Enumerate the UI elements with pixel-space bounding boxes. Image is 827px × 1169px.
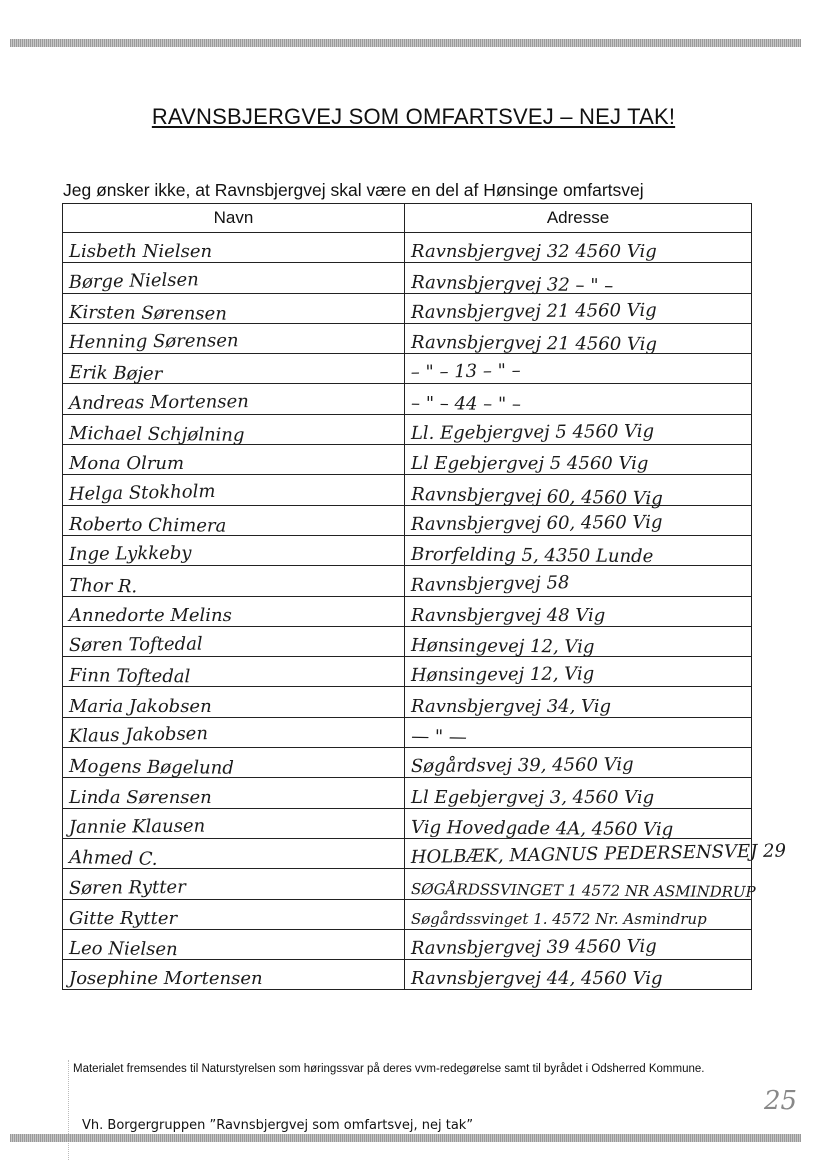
signature-name-text: Gitte Rytter <box>69 907 178 929</box>
signature-address-text: Søgårdsvej 39, 4560 Vig <box>410 754 634 778</box>
signature-name <box>63 323 405 353</box>
signature-address-text: Vig Hovedgade 4A, 4560 Vig <box>411 816 674 841</box>
signature-name <box>63 778 405 808</box>
signature-name-text: Erik Bøjer <box>69 362 163 386</box>
header-navn: Navn <box>63 204 405 233</box>
signature-name <box>63 354 405 384</box>
signature-name-text: Lisbeth Nielsen <box>69 241 213 263</box>
signature-name-text: Søren Toftedal <box>68 633 203 657</box>
table-row <box>63 233 752 263</box>
signature-name-text: Klaus Jakobsen <box>68 723 209 748</box>
signature-name <box>63 657 405 687</box>
table-row <box>63 263 752 293</box>
signature-name-text: Finn Toftedal <box>69 665 191 688</box>
table-row <box>63 505 752 535</box>
signature-address-text: Ravnsbjergvej 32 4560 Vig <box>411 241 657 263</box>
table-row <box>63 687 752 717</box>
signature-address <box>405 505 752 535</box>
signature-name <box>63 808 405 838</box>
table-row <box>63 717 752 747</box>
signature-address <box>405 869 756 901</box>
signature-name-text: Annedorte Melins <box>69 604 232 626</box>
signature-address <box>405 899 752 929</box>
signature-address-text: Ll Egebjergvej 3, 4560 Vig <box>411 786 655 808</box>
signature-address-text: Ravnsbjergvej 44, 4560 Vig <box>411 968 663 990</box>
signature-name-text: Børge Nielsen <box>68 268 199 293</box>
signature-address-text: Ll. Egebjergvej 5 4560 Vig <box>410 420 655 445</box>
signature-name-text: Mona Olrum <box>69 453 185 475</box>
signature-name <box>63 384 405 414</box>
signature-address <box>405 293 752 323</box>
table-row <box>63 293 752 323</box>
signature-name-text: Maria Jakobsen <box>69 695 212 717</box>
signature-address-text: Ll Egebjergvej 5 4560 Vig <box>411 453 649 475</box>
signature-address-text: Ravnsbjergvej 60, 4560 Vig <box>410 511 663 535</box>
signature-address <box>405 445 752 475</box>
signature-name <box>63 838 405 871</box>
signature-address <box>405 414 752 444</box>
signature-name-text: Thor R. <box>69 574 138 597</box>
signature-name <box>63 475 405 505</box>
signature-address-text: Hønsingevej 12, Vig <box>410 663 595 687</box>
signature-address <box>405 748 752 778</box>
signature-name <box>63 626 405 656</box>
table-row <box>63 657 752 687</box>
footer-note: Materialet fremsendes til Naturstyrelsen som høringssvar på deres vvm-redegørelse samt til byrådet i Odsherred Kommune. <box>73 1063 705 1075</box>
table-row <box>63 748 752 778</box>
table-row <box>63 869 752 899</box>
signature-name-text: Andreas Mortensen <box>68 390 249 414</box>
page-title: RAVNSBJERGVEJ SOM OMFARTSVEJ – NEJ TAK! <box>151 104 676 129</box>
signature-name <box>63 748 405 778</box>
signature-name-text: Ahmed C. <box>69 847 158 871</box>
signature-name-text: Helga Stokholm <box>68 480 216 505</box>
signature-name <box>63 899 405 929</box>
signature-address-text: — " — <box>411 726 468 749</box>
signature-name-text: Michael Schjølning <box>69 423 245 446</box>
table-row <box>63 808 752 838</box>
table-row <box>63 445 752 475</box>
table-row <box>63 596 752 626</box>
signature-address-text: – " – 44 – " – <box>411 392 521 415</box>
signature-address <box>405 566 752 596</box>
signature-name <box>63 717 405 747</box>
signature-name-text: Roberto Chimera <box>69 513 227 537</box>
signature-table <box>62 203 787 990</box>
table-row <box>63 929 752 959</box>
scan-edge-bottom <box>10 1134 801 1142</box>
signature-address-text: SØGÅRDSSVINGET 1 4572 NR ASMINDRUP <box>411 879 756 901</box>
signature-address <box>405 717 752 747</box>
signature-name <box>63 505 405 535</box>
signature-address <box>405 323 752 356</box>
signature-address-text: Ravnsbjergvej 34, Vig <box>411 695 612 717</box>
signature-address <box>405 384 752 414</box>
signature-address-text: Ravnsbjergvej 21 4560 Vig <box>410 299 657 323</box>
signature-name-text: Leo Nielsen <box>69 938 178 961</box>
signature-address-text: Ravnsbjergvej 58 <box>410 571 570 596</box>
table-row <box>63 626 752 656</box>
signature-name <box>63 535 405 565</box>
signature-address <box>405 475 752 510</box>
signature-name-text: Kirsten Sørensen <box>69 301 227 325</box>
table-row <box>63 354 752 384</box>
signature-name-text: Henning Sørensen <box>68 330 239 354</box>
signature-address-text: Ravnsbjergvej 32 – " – <box>411 271 614 297</box>
signature-address <box>405 233 752 263</box>
table-row <box>63 475 752 505</box>
signature-address <box>405 687 752 717</box>
signature-name <box>63 414 405 444</box>
signature-name-text: Inge Lykkeby <box>68 542 192 566</box>
signature-name <box>63 566 405 596</box>
signature-name-text: Søren Rytter <box>68 876 186 899</box>
table-row <box>63 323 752 353</box>
table-row <box>63 414 752 444</box>
signature-address-text: Ravnsbjergvej 21 4560 Vig <box>411 332 658 356</box>
scan-artifact-line <box>68 1060 70 1160</box>
signature-name <box>63 596 405 626</box>
header-adresse: Adresse <box>405 204 752 233</box>
signature-address <box>405 657 752 687</box>
signature-address <box>405 535 752 568</box>
signature-rows <box>63 233 787 990</box>
signature-address-text: Søgårdssvinget 1. 4572 Nr. Asmindrup <box>411 909 707 928</box>
signature-name-text: Jannie Klausen <box>68 815 206 838</box>
closing-signature: Vh. Borgergruppen ”Ravnsbjergvej som omfartsvej, nej tak” <box>82 1118 474 1133</box>
signature-address-text: Hønsingevej 12, Vig <box>411 635 595 658</box>
page-number: 25 <box>764 1086 798 1116</box>
signature-name <box>63 263 405 293</box>
table-row <box>63 960 752 990</box>
signature-address-text: Brorfelding 5, 4350 Lunde <box>411 544 654 568</box>
signature-address <box>405 354 752 384</box>
signature-address <box>405 838 787 869</box>
table-row <box>63 778 752 808</box>
signature-name <box>63 929 405 959</box>
signature-address-text: – " – 13 – " – <box>410 360 521 384</box>
signature-name <box>63 960 405 990</box>
signature-address <box>405 263 752 297</box>
signature-address <box>405 808 752 841</box>
table-row <box>63 535 752 565</box>
signature-name <box>63 687 405 717</box>
signature-name-text: Josephine Mortensen <box>69 968 263 990</box>
signature-address-text: HOLBÆK, MAGNUS PEDERSENSVEJ 29 <box>410 840 787 869</box>
scan-edge-top <box>10 39 801 47</box>
signature-address <box>405 778 752 808</box>
table-row <box>63 566 752 596</box>
signature-address-text: Ravnsbjergvej 39 4560 Vig <box>410 935 657 960</box>
table-row <box>63 899 752 929</box>
signature-name-text: Mogens Bøgelund <box>69 756 234 780</box>
signature-address <box>405 596 752 626</box>
signature-name <box>63 445 405 475</box>
table-header-row <box>63 204 752 233</box>
signature-address-text: Ravnsbjergvej 48 Vig <box>411 604 606 626</box>
signature-address <box>405 626 752 656</box>
table-row <box>63 384 752 414</box>
signature-name <box>63 869 405 899</box>
signature-address <box>405 929 752 959</box>
signature-name <box>63 233 405 263</box>
signature-address <box>405 960 752 990</box>
petition-subtitle: Jeg ønsker ikke, at Ravnsbjergvej skal være en del af Hønsinge omfartsvej <box>63 180 644 200</box>
signature-name <box>63 293 405 323</box>
signature-name-text: Linda Sørensen <box>69 786 212 808</box>
signature-address-text: Ravnsbjergvej 60, 4560 Vig <box>411 483 663 510</box>
table-row <box>63 838 752 868</box>
